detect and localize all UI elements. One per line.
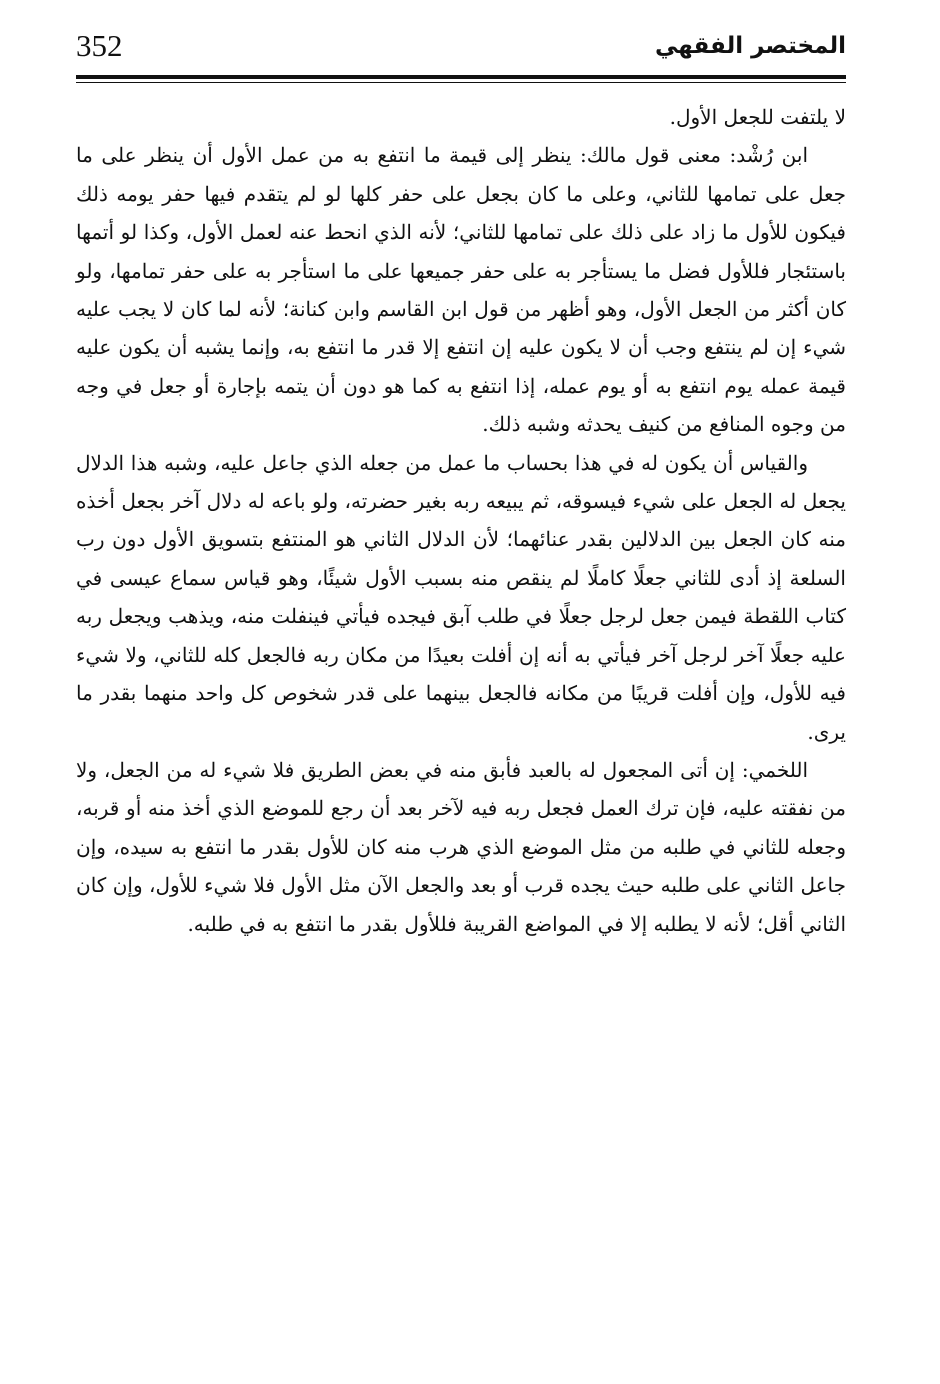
header-rule-thick: [76, 75, 846, 79]
header-rule-thin: [76, 82, 846, 83]
paragraph-qiyas: والقياس أن يكون له في هذا بحساب ما عمل من جعله الذي جاعل عليه، وشبه هذا الدلال يجعل له الجعل على شيء فيسوقه، ثم يبيعه ربه بغير حضرته، ولو باعه له دلال آخر بجعل أخذه منه كان الجعل بين الدلالين بقدر عنائهما؛ لأن الدلال الثاني هو المنتفع بتسويق الأول دون رب السلعة إذ أدى للثاني جعلًا كاملًا لم ينقص منه بسبب الأول شيئًا، وهو قياس سماع عيسى في كتاب اللقطة فيمن جعل لرجل جعلًا في طلب آبق فيجده فيأتي فينفلت منه، ويذهب ويجعل ربه عليه جعلًا آخر لرجل آخر فيأتي به أنه إن أفلت بعيدًا من مكان ربه فالجعل كله للثاني، ولا شيء فيه للأول، وإن أفلت قريبًا من مكانه فالجعل بينهما على قدر شخوص كل واحد منهما بقدر ما يرى.: [76, 450, 846, 744]
paragraph-continuation: لا يلتفت للجعل الأول.: [669, 105, 846, 129]
paragraph-ibn-rushd: ابن رُشْد: معنى قول مالك: ينظر إلى قيمة ما انتفع به من عمل الأول أن ينظر على ما جعل على تمامها للثاني، وعلى ما كان بجعل على حفر كلها لو لم يتقدم فيها حفر يومه ذلك فيكون للأول ما زاد على ذلك على تمامها للثاني؛ لأنه الذي انحط عنه لعمل الأول، وكذا لو أتمها باستئجار فللأول فضل ما يستأجر به على حفر جميعها على ما استأجر به على حفر تمامها، ولو كان أكثر من الجعل الأول، وهو أظهر من قول ابن القاسم وابن كنانة؛ لأنه لما كان لا يجب عليه شيء إن لم ينتفع وجب أن لا يكون عليه إن انتفع إلا قدر ما انتفع به، وإنما يشبه أن يكون عليه قيمة عمله يوم انتفع به أو يوم عمله، إذا انتفع به كما هو دون أن يتمه بإجارة أو جعل في وجه من وجوه المنافع من كنيف يحدثه وشبه ذلك.: [76, 143, 846, 437]
body-text: [76, 98, 846, 943]
page-header: [76, 22, 846, 72]
running-title: المختصر الفقهي: [655, 33, 846, 59]
page-number: 352: [76, 28, 123, 63]
paragraph-lakhmi: اللخمي: إن أتى المجعول له بالعبد فأبق منه في بعض الطريق فلا شيء له من الجعل، ولا من نفقته عليه، فإن ترك العمل فجعل ربه فيه لآخر بعد أن رجع للموضع الذي أخذ منه أو قربه، وجعله للثاني في طلبه من مثل الموضع الذي هرب منه كان للأول بقدر ما انتفع به سيده، وإن جاعل الثاني على طلبه حيث يجده قرب أو بعد والجعل الآن مثل الأول فلا شيء للأول، وإن كان الثاني أقل؛ لأنه لا يطلبه إلا في المواضع القريبة فللأول بقدر ما انتفع به في طلبه.: [76, 757, 846, 936]
